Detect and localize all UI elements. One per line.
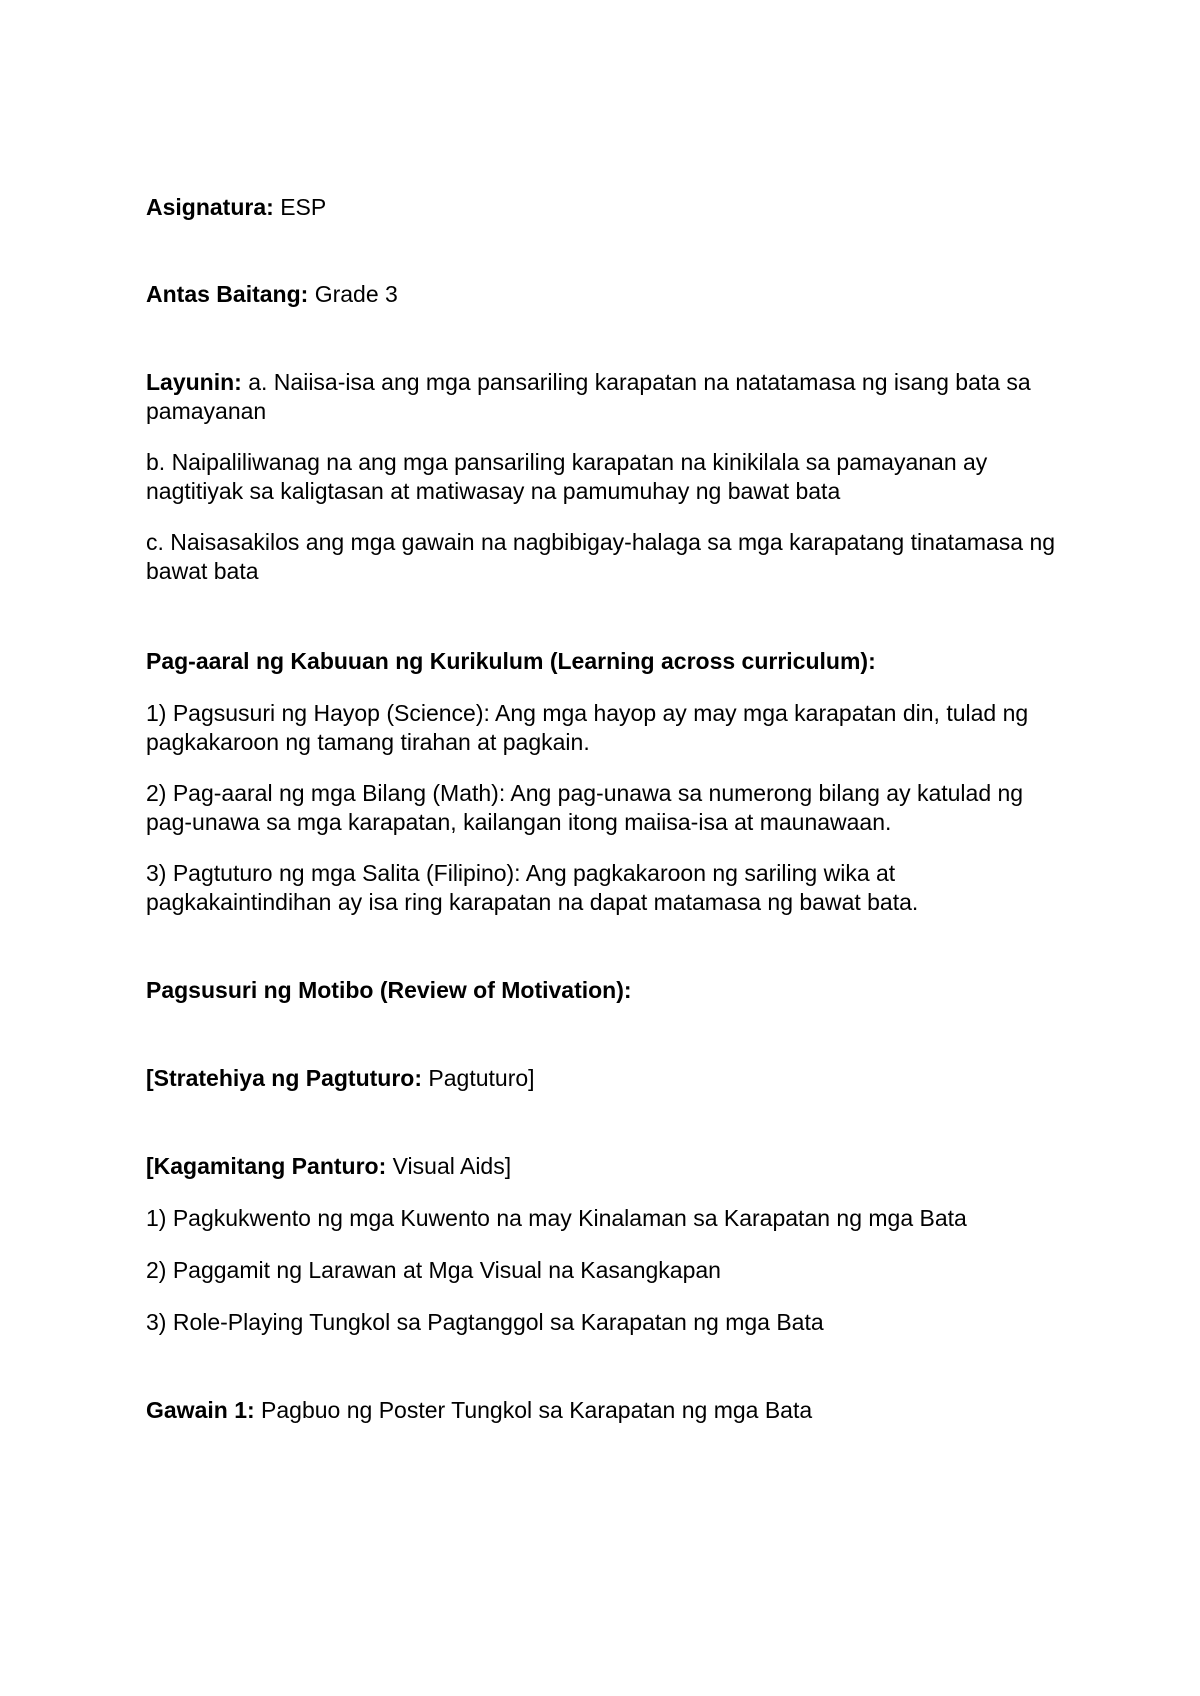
gawain-label: Gawain 1: xyxy=(146,1397,255,1423)
stratehiya-line xyxy=(146,1064,1066,1093)
kurikulum-item-2: 2) Pag-aaral ng mga Bilang (Math): Ang pag-unawa sa numerong bilang ay katulad ng pag-unawa sa mga karapatan, kailangan itong maiisa-isa at maunawaan. xyxy=(146,780,1024,835)
gawain-line xyxy=(146,1396,1066,1425)
stratehiya-value: Pagtuturo] xyxy=(428,1065,535,1091)
layunin-b-text: b. Naipaliliwanag na ang mga pansariling karapatan na kinikilala sa pamayanan ay nagtitiyak sa kaligtasan at matiwasay na pamumuhay ng bawat bata xyxy=(146,449,988,504)
asignatura-value: ESP xyxy=(280,194,327,220)
kagamitan-value: Visual Aids] xyxy=(392,1153,512,1179)
motibo-heading: Pagsusuri ng Motibo (Review of Motivation): xyxy=(146,977,632,1003)
layunin-b xyxy=(146,448,1066,506)
antas-line xyxy=(146,280,1066,309)
layunin-a-text: a. Naiisa-isa ang mga pansariling karapatan na natatamasa ng isang bata sa pamayanan xyxy=(146,369,1031,424)
layunin-c-text: c. Naisasakilos ang mga gawain na nagbibigay-halaga sa mga karapatang tinatamasa ng bawat bata xyxy=(146,529,1056,584)
gawain-value: Pagbuo ng Poster Tungkol sa Karapatan ng mga Bata xyxy=(261,1397,813,1423)
layunin-label: Layunin: xyxy=(146,369,242,395)
kagamitan-item-3: 3) Role-Playing Tungkol sa Pagtanggol sa Karapatan ng mga Bata xyxy=(146,1309,824,1335)
asignatura-label: Asignatura: xyxy=(146,194,274,220)
kagamitan-item-2: 2) Paggamit ng Larawan at Mga Visual na Kasangkapan xyxy=(146,1257,721,1283)
layunin-c xyxy=(146,528,1066,586)
antas-label: Antas Baitang: xyxy=(146,281,309,307)
layunin-a xyxy=(146,368,1066,426)
kagamitan-item-1: 1) Pagkukwento ng mga Kuwento na may Kinalaman sa Karapatan ng mga Bata xyxy=(146,1205,967,1231)
kurikulum-heading: Pag-aaral ng Kabuuan ng Kurikulum (Learning across curriculum): xyxy=(146,648,876,674)
kagamitan-label: [Kagamitang Panturo: xyxy=(146,1153,387,1179)
asignatura-line xyxy=(146,193,1066,222)
antas-value: Grade 3 xyxy=(314,281,398,307)
stratehiya-label: [Stratehiya ng Pagtuturo: xyxy=(146,1065,423,1091)
kurikulum-item-1: 1) Pagsusuri ng Hayop (Science): Ang mga hayop ay may mga karapatan din, tulad ng pagkakaroon ng tamang tirahan at pagkain. xyxy=(146,700,1029,755)
kagamitan-line xyxy=(146,1152,1066,1181)
kurikulum-item-3: 3) Pagtuturo ng mga Salita (Filipino): Ang pagkakaroon ng sariling wika at pagkakaintindihan ay isa ring karapatan na dapat matamasa ng bawat bata. xyxy=(146,860,919,915)
